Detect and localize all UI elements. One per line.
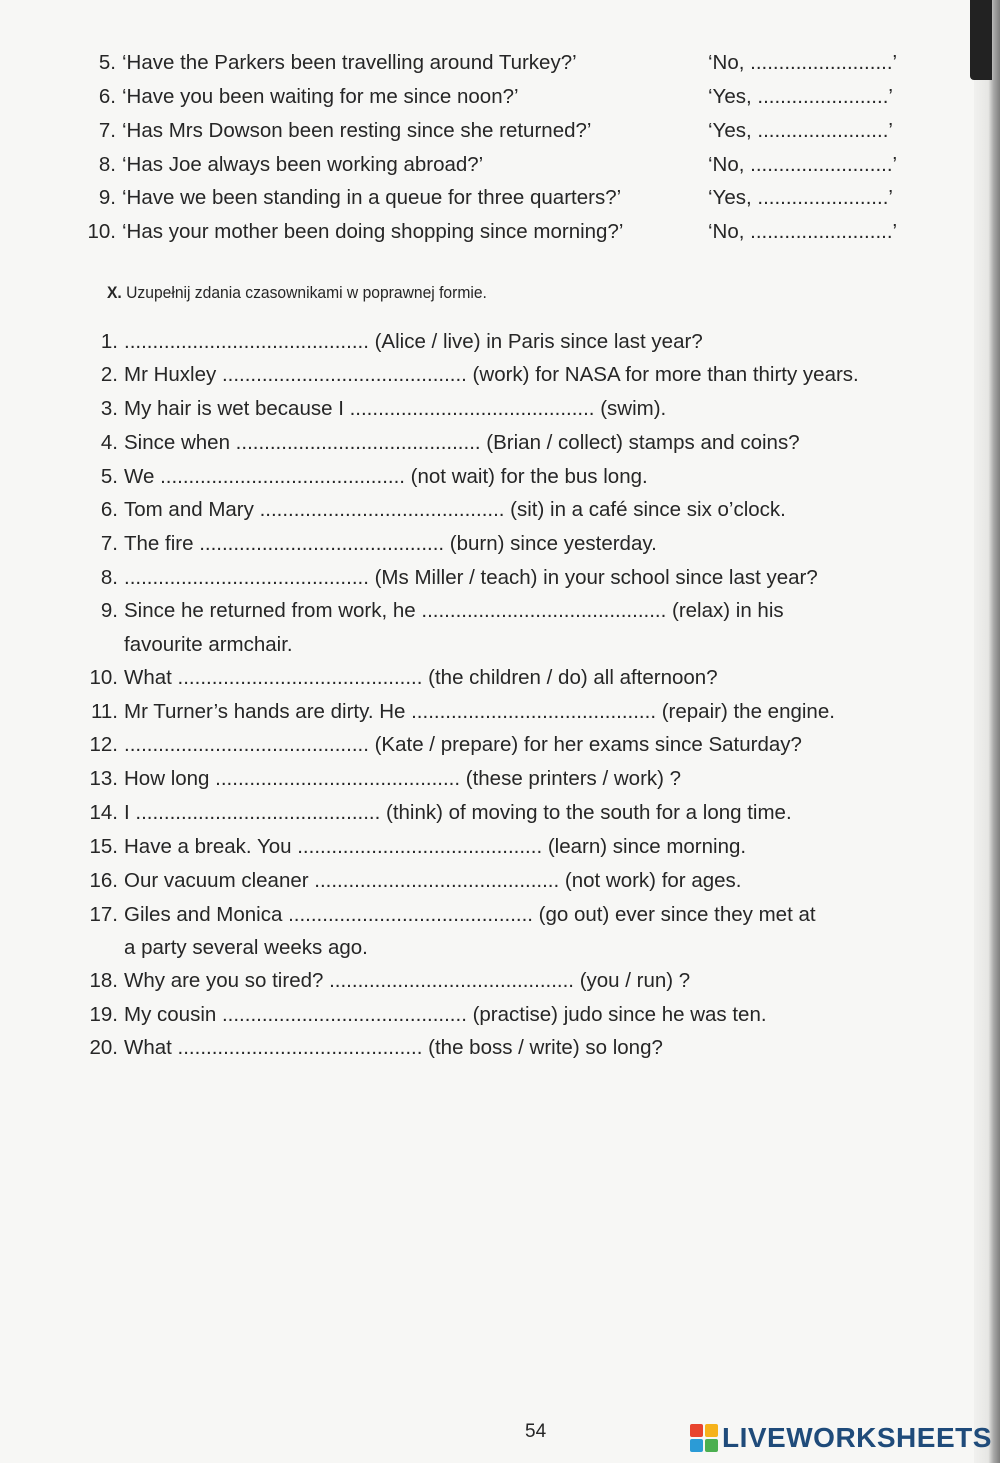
item-number: 2.: [100, 363, 118, 386]
item-text: Mr Turner’s hands are dirty. He ........................................... (repair) the engine.: [124, 700, 835, 723]
item-text: Have a break. You ........................................... (learn) since morning.: [124, 835, 747, 858]
list-item[interactable]: [82, 700, 835, 724]
answer-blank[interactable]: ‘Yes, .......................’: [708, 186, 893, 209]
item-number: 20.: [89, 1036, 118, 1059]
page-edge-tab: [970, 0, 992, 80]
logo-text: LIVEWORKSHEETS: [722, 1422, 992, 1453]
list-item[interactable]: [82, 767, 681, 791]
item-question: ‘Has Mrs Dowson been resting since she returned?’: [122, 119, 592, 142]
item-number: 6.: [100, 498, 118, 521]
item-text: How long ........................................... (these printers / work) ?: [124, 767, 682, 790]
item-number: 15.: [89, 835, 118, 858]
list-item[interactable]: [82, 465, 648, 489]
list-item[interactable]: [82, 869, 741, 893]
exercise-instruction: Uzupełnij zdania czasownikami w poprawnej formie.: [126, 283, 487, 302]
list-item: [80, 85, 519, 109]
list-item[interactable]: [82, 801, 792, 825]
item-number: 16.: [89, 869, 118, 892]
item-number: 18.: [89, 969, 118, 992]
item-text: ........................................... (Kate / prepare) for her exams since Saturday?: [124, 733, 802, 756]
item-text: ........................................... (Ms Miller / teach) in your school since last year?: [124, 566, 818, 589]
item-number: 11.: [91, 700, 118, 723]
exercise-x-heading: [107, 281, 487, 305]
item-number: 6.: [98, 85, 116, 108]
item-question: ‘Has your mother been doing shopping since morning?’: [122, 220, 624, 243]
item-number: 5.: [98, 51, 116, 74]
list-item: [80, 220, 623, 244]
list-item: [80, 153, 483, 177]
page-number: 54: [525, 1421, 547, 1442]
item-text: a party several weeks ago.: [124, 936, 368, 959]
item-number: 13.: [89, 767, 118, 790]
item-text: I ........................................... (think) of moving to the south for a long time.: [124, 801, 792, 824]
item-number: 19.: [89, 1003, 118, 1026]
item-text: Since he returned from work, he ........................................... (relax) in his: [124, 599, 784, 622]
list-item[interactable]: [82, 363, 859, 387]
item-number: 5.: [100, 465, 118, 488]
list-item[interactable]: [82, 733, 802, 757]
list-item[interactable]: [82, 532, 657, 556]
list-item[interactable]: [82, 431, 800, 455]
item-text: We ........................................... (not wait) for the bus long.: [124, 465, 648, 488]
item-number: 7.: [100, 532, 118, 555]
item-text: Giles and Monica ........................................... (go out) ever since they met at: [124, 903, 816, 926]
item-text: Since when ........................................... (Brian / collect) stamps and coins?: [124, 431, 800, 454]
item-number: 3.: [100, 397, 118, 420]
exercise-label: X.: [107, 283, 122, 302]
item-text: Our vacuum cleaner ........................................... (not work) for ages.: [124, 869, 742, 892]
list-item: [80, 119, 591, 143]
list-item-continuation: [82, 633, 293, 657]
item-text: The fire ........................................... (burn) since yesterday.: [124, 532, 657, 555]
list-item: [80, 186, 621, 210]
item-text: My cousin ........................................... (practise) judo since he was ten.: [124, 1003, 767, 1026]
item-text: Tom and Mary ........................................... (sit) in a café since six o’clock.: [124, 498, 786, 521]
item-number: 8.: [100, 566, 118, 589]
answer-blank[interactable]: ‘No, .........................’: [708, 220, 898, 243]
item-question: ‘Have the Parkers been travelling around Turkey?’: [122, 51, 577, 74]
item-text: favourite armchair.: [124, 633, 293, 656]
item-text: ........................................... (Alice / live) in Paris since last year?: [124, 330, 703, 353]
list-item[interactable]: [82, 1003, 767, 1027]
answer-blank[interactable]: ‘No, .........................’: [708, 153, 898, 176]
item-number: 17.: [89, 903, 118, 926]
item-number: 10.: [87, 220, 116, 243]
answer-blank[interactable]: ‘Yes, .......................’: [708, 85, 893, 108]
item-question: ‘Have you been waiting for me since noon?’: [122, 85, 519, 108]
item-number: 9.: [98, 186, 116, 209]
list-item[interactable]: [82, 498, 786, 522]
item-number: 4.: [100, 431, 118, 454]
logo-grid-icon: [690, 1424, 718, 1452]
list-item[interactable]: [82, 835, 746, 859]
page-edge-shadow: [974, 0, 1000, 1463]
liveworksheets-logo[interactable]: [690, 1420, 992, 1456]
item-text: Why are you so tired? ........................................... (you / run) ?: [124, 969, 691, 992]
answer-blank[interactable]: ‘Yes, .......................’: [708, 119, 893, 142]
list-item[interactable]: [82, 330, 703, 354]
list-item[interactable]: [82, 969, 690, 993]
item-text: What ........................................... (the children / do) all afternoon?: [124, 666, 718, 689]
item-number: 9.: [100, 599, 118, 622]
answer-blank[interactable]: ‘No, .........................’: [708, 51, 898, 74]
item-number: 12.: [89, 733, 118, 756]
list-item[interactable]: [82, 566, 818, 590]
list-item[interactable]: [82, 599, 784, 623]
item-number: 1.: [100, 330, 118, 353]
list-item[interactable]: [82, 1036, 663, 1060]
item-number: 10.: [89, 666, 118, 689]
item-number: 14.: [89, 801, 118, 824]
item-text: Mr Huxley ........................................... (work) for NASA for more than thirty years.: [124, 363, 859, 386]
item-number: 7.: [98, 119, 116, 142]
item-question: ‘Have we been standing in a queue for three quarters?’: [122, 186, 622, 209]
list-item[interactable]: [82, 903, 816, 927]
list-item: [80, 51, 577, 75]
list-item[interactable]: [82, 666, 718, 690]
item-text: What ........................................... (the boss / write) so long?: [124, 1036, 663, 1059]
list-item-continuation: [82, 936, 368, 960]
list-item[interactable]: [82, 397, 666, 421]
item-question: ‘Has Joe always been working abroad?’: [122, 153, 484, 176]
item-number: 8.: [98, 153, 116, 176]
item-text: My hair is wet because I ........................................... (swim).: [124, 397, 667, 420]
